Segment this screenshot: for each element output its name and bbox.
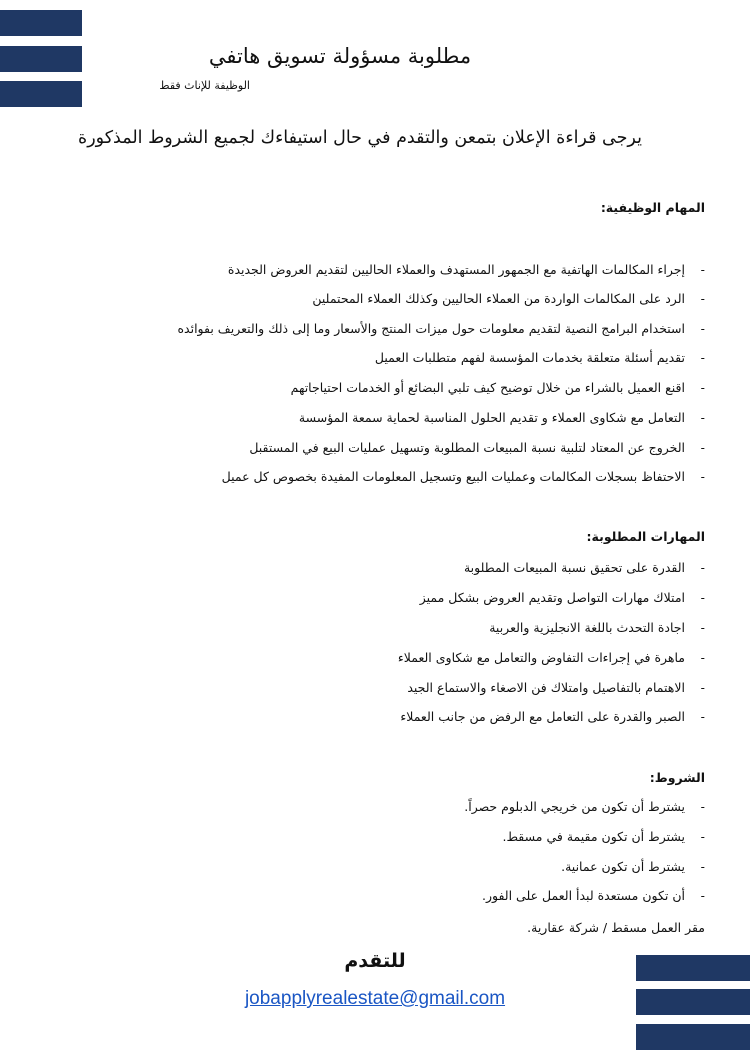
skill-item: - اجادة التحدث باللغة الانجليزية والعربية: [489, 620, 705, 635]
duty-item: - اقنع العميل بالشراء من خلال توضيح كيف تلبي البضائع أو الخدمات احتياجاتهم: [290, 380, 705, 395]
bullet-dash-icon: -: [700, 262, 705, 277]
skills-heading: المهارات المطلوبة:: [586, 529, 705, 544]
duty-item: - الاحتفاظ بسجلات المكالمات وعمليات البيع وتسجيل المعلومات المفيدة بخصوص كل عميل: [221, 469, 705, 484]
bullet-dash-icon: -: [700, 291, 705, 306]
duties-heading: المهام الوظيفية:: [600, 200, 705, 215]
bullet-dash-icon: -: [700, 410, 705, 425]
condition-item: - أن تكون مستعدة لبدأ العمل على الفور.: [482, 888, 705, 903]
decor-bar-bottom-1: [636, 955, 750, 981]
apply-heading: للتقدم: [344, 950, 406, 972]
duty-item: - الخروج عن المعتاد لتلبية نسبة المبيعات المطلوبة وتسهيل عمليات البيع في المستقبل: [249, 440, 705, 455]
bullet-dash-icon: -: [700, 440, 705, 455]
skill-item: - امتلاك مهارات التواصل وتقديم العروض بشكل مميز: [419, 590, 705, 605]
bullet-dash-icon: -: [700, 560, 705, 575]
decor-bar-top-3: [0, 81, 82, 107]
decor-bar-bottom-3: [636, 1024, 750, 1050]
decor-bar-bottom-2: [636, 989, 750, 1015]
duty-item: - تقديم أسئلة متعلقة بخدمات المؤسسة لفهم متطلبات العميل: [374, 350, 705, 365]
skill-item: - الصبر والقدرة على التعامل مع الرفض من جانب العملاء: [400, 709, 705, 724]
bullet-dash-icon: -: [700, 321, 705, 336]
bullet-dash-icon: -: [700, 380, 705, 395]
duty-item: - الرد على المكالمات الواردة من العملاء الحاليين وكذلك العملاء المحتملين: [312, 291, 705, 306]
skill-item: - ماهرة في إجراءات التفاوض والتعامل مع شكاوى العملاء: [397, 650, 705, 665]
skill-item: - القدرة على تحقيق نسبة المبيعات المطلوبة: [463, 560, 705, 575]
duty-item: - التعامل مع شكاوى العملاء و تقديم الحلول المناسبة لحماية سمعة المؤسسة: [298, 410, 705, 425]
bullet-dash-icon: -: [700, 709, 705, 724]
bullet-dash-icon: -: [700, 888, 705, 903]
condition-item: - يشترط أن تكون عمانية.: [561, 859, 705, 874]
duty-item: - استخدام البرامج النصية لتقديم معلومات حول ميزات المنتج والأسعار وما إلى ذلك والتعريف بفوائده: [177, 321, 705, 336]
notice-text: يرجى قراءة الإعلان بتمعن والتقدم في حال استيفاءك لجميع الشروط المذكورة: [78, 128, 642, 148]
duty-item: - إجراء المكالمات الهاتفية مع الجمهور المستهدف والعملاء الحاليين لتقديم العروض الجديدة: [227, 262, 705, 277]
bullet-dash-icon: -: [700, 650, 705, 665]
bullet-dash-icon: -: [700, 590, 705, 605]
bullet-dash-icon: -: [700, 620, 705, 635]
page-subtitle: الوظيفة للإناث فقط: [159, 79, 250, 92]
work-location: مقر العمل مسقط / شركة عقارية.: [527, 920, 705, 935]
decor-bar-top-2: [0, 46, 82, 72]
bullet-dash-icon: -: [700, 859, 705, 874]
skill-item: - الاهتمام بالتفاصيل وامتلاك فن الاصغاء والاستماع الجيد: [407, 680, 705, 695]
bullet-dash-icon: -: [700, 799, 705, 814]
condition-item: - يشترط أن تكون من خريجي الدبلوم حصراً.: [464, 799, 705, 814]
email-link[interactable]: jobapplyrealestate@gmail.com: [244, 988, 506, 1009]
bullet-dash-icon: -: [700, 469, 705, 484]
page-title: مطلوبة مسؤولة تسويق هاتفي: [208, 44, 472, 68]
bullet-dash-icon: -: [700, 680, 705, 695]
decor-bar-top-1: [0, 10, 82, 36]
bullet-dash-icon: -: [700, 829, 705, 844]
bullet-dash-icon: -: [700, 350, 705, 365]
condition-item: - يشترط أن تكون مقيمة في مسقط.: [502, 829, 705, 844]
conditions-heading: الشروط:: [649, 770, 705, 785]
